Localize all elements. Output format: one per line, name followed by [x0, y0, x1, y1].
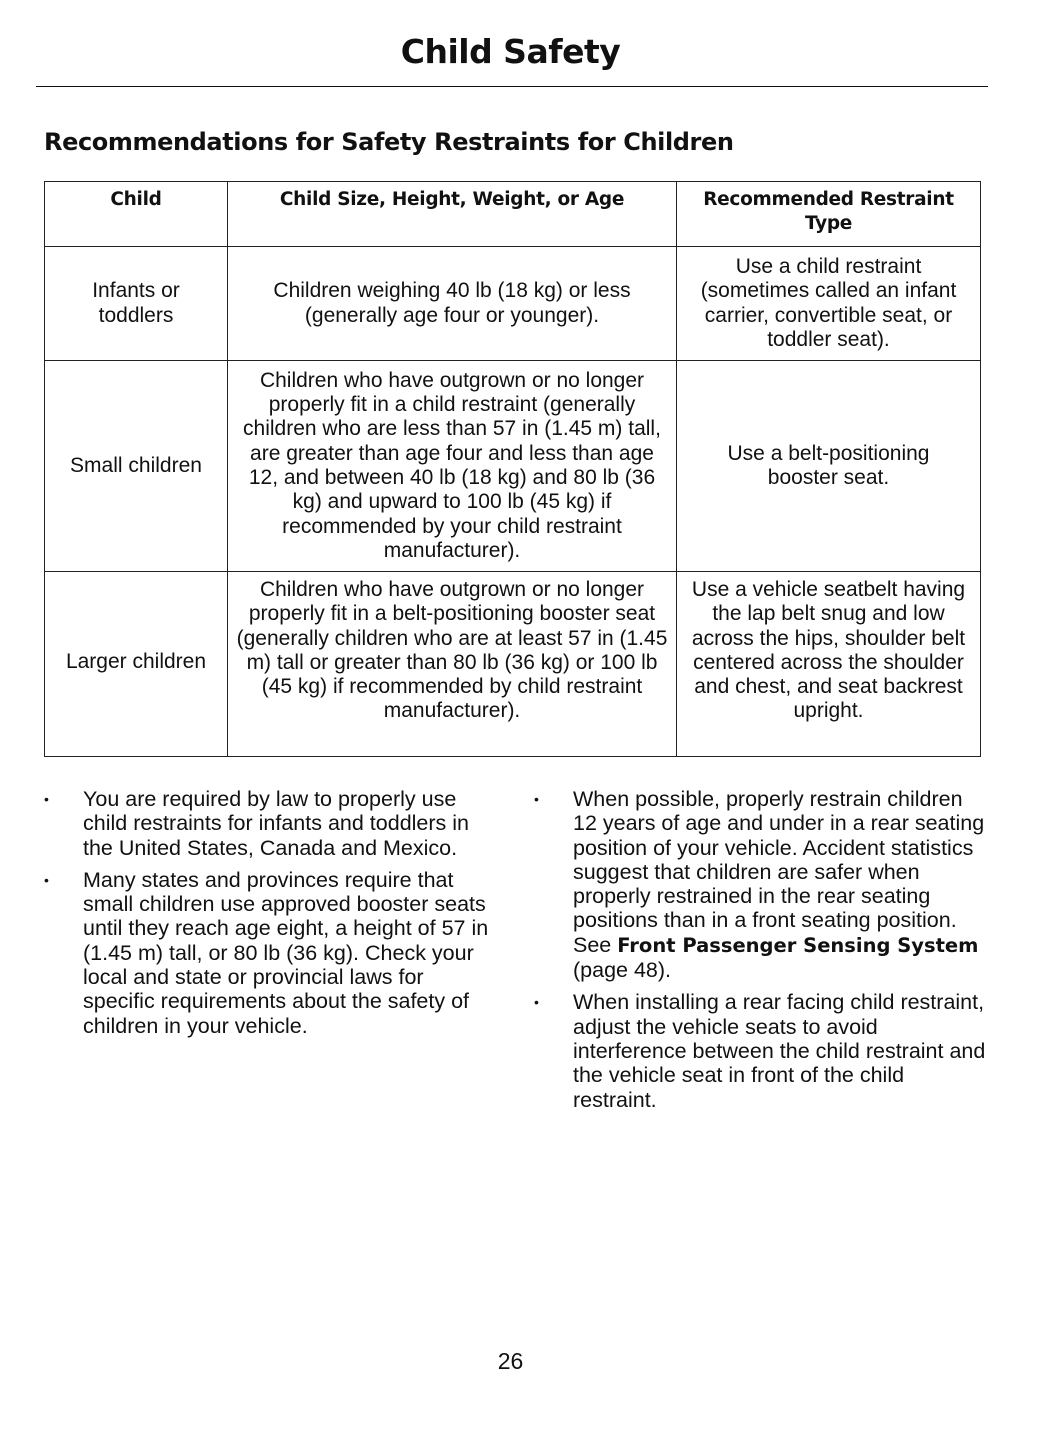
cell-restraint: Use a child restraint (sometimes called an infant carrier, convertible seat, or toddler seat). [677, 247, 981, 361]
cell-size: Children weighing 40 lb (18 kg) or less (generally age four or younger). [228, 247, 677, 361]
front-passenger-sensing-system-reference[interactable]: Front Passenger Sensing System [617, 933, 979, 957]
column-header-child: Child [45, 182, 228, 247]
bullet-text-after-reference: (page 48). [573, 958, 672, 983]
bullet-text: Many states and provinces require that small children use approved booster seats until they reach age eight, a height of 57 in (1.45 m) tall, or 80 lb (36 kg). Check your local and state or provincial laws for specific requirements about the safety of children in your vehicle. [83, 867, 489, 1038]
cell-restraint: Use a vehicle seatbelt having the lap belt snug and low across the hips, shoulder belt centered across the shoulder and chest, and seat backrest upright. [677, 572, 981, 757]
bullet-text: When installing a rear facing child restraint, adjust the vehicle seats to avoid interference between the child restraint and the vehicle seat in front of the child restraint. [573, 990, 986, 1112]
cell-child: Infants or toddlers [45, 247, 228, 361]
cell-child: Larger children [45, 572, 228, 757]
section-heading: Recommendations for Safety Restraints for Children [44, 128, 734, 156]
cell-restraint: Use a belt-positioning booster seat. [677, 361, 981, 572]
column-header-size: Child Size, Height, Weight, or Age [228, 182, 677, 247]
list-item [44, 868, 494, 1038]
table-row [45, 247, 981, 361]
bullet-marker: • [534, 791, 539, 807]
list-item [534, 990, 988, 1111]
page-title: Child Safety [400, 32, 621, 71]
bullet-text [573, 787, 984, 982]
bullet-marker: • [534, 994, 539, 1011]
cell-size: Children who have outgrown or no longer properly fit in a child restraint (generally children who are less than 57 in (1.45 m) tall, are greater than age four and less than age 12, and between 40 lb (18 kg) and 80 lb (36 kg) and upward to 100 lb (45 kg) if recommended by your child restraint manufacturer). [228, 361, 677, 572]
cell-child: Small children [45, 361, 228, 572]
restraint-recommendations-table [44, 181, 981, 757]
bullet-text-before-reference: When possible, properly restrain children 12 years of age and under in a rear seating position of your vehicle. Accident statistics suggest that children are safer when properly restrained in the rear seating positions than in a front seating position. See [573, 787, 985, 957]
bullet-list-right [534, 787, 988, 1120]
list-item [44, 787, 494, 860]
table-row [45, 361, 981, 572]
page-number: 26 [497, 1348, 524, 1374]
table-row [45, 572, 981, 757]
title-divider [36, 86, 988, 87]
column-header-restraint-type: Recommended Restraint Type [677, 182, 981, 247]
table-header-row [45, 182, 981, 247]
bullet-text: You are required by law to properly use child restraints for infants and toddlers in the United States, Canada and Mexico. [83, 787, 470, 860]
bullet-list-left [44, 787, 494, 1046]
bullet-marker: • [44, 871, 49, 888]
bullet-marker: • [44, 791, 49, 807]
cell-size: Children who have outgrown or no longer properly fit in a belt-positioning booster seat (generally children who are at least 57 in (1.45 m) tall or greater than 80 lb (36 kg) or 100 lb (45 kg) if recommended by child restraint manufacturer). [228, 572, 677, 757]
list-item [534, 787, 988, 982]
